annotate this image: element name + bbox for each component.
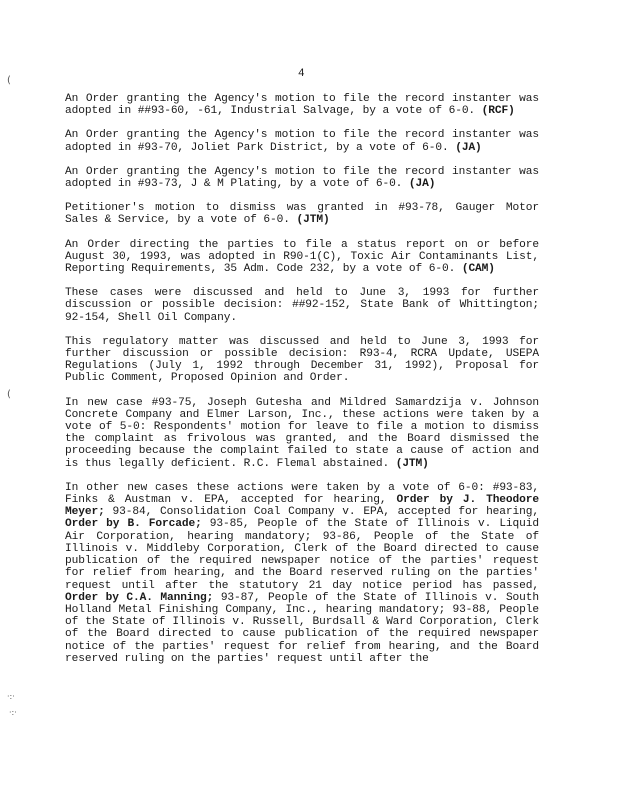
paragraph-text: 93-85, People of the State of Illinois v. Liquid Air Corporation, hearing mandatory; 93-86, People of the State of Illinois v. Middleby Corporation, Clerk of the Board directed to cause publication of the required newspaper notice of the parties' request for relief from hearing, and the Board reserved ruling on the parties' request until after the statutory 21 day notice period has passed, — [65, 518, 539, 592]
paragraph-text: 93-87, People of the State of Illinois v. South Holland Metal Finishing Company, Inc., hearing mandatory; 93-88, People of the State of Illinois v. Russell, Burdsall & Ward Corporation, Clerk of the Board directed to cause publication of the required newspaper notice of the parties' request for relief from hearing, and the Board reserved ruling on the parties' request until after the — [65, 591, 540, 665]
order-by-manning: Order by C.A. Manning; — [65, 591, 214, 604]
page-number: 4 — [298, 68, 305, 80]
paragraph-5 — [65, 239, 539, 276]
paragraph-text: In other new cases these actions were taken by a vote of 6-0: #93-83, Finks & Austman v. EPA, accepted for hearing, — [65, 481, 539, 507]
margin-mark-bottom-2: ·:· — [9, 708, 17, 717]
paragraph-text: Petitioner's motion to dismiss was granted in #93-78, Gauger Motor Sales & Service, by a vote of 6-0. — [65, 202, 539, 227]
paragraph-9 — [65, 482, 539, 665]
paragraph-8 — [65, 397, 539, 470]
paragraph-3 — [65, 166, 539, 190]
paragraph-text: This regulatory matter was discussed and held to June 3, 1993 for further discussion or possible decision: R93-4, RCRA Update, USEPA Regulations (July 1, 1992 through December 31, 1992), Proposal for Public Comment, Proposed Opinion and Order. — [65, 335, 539, 385]
margin-mark-bottom-1: ·:· — [7, 692, 15, 701]
staff-tag: (CAM) — [461, 263, 495, 276]
margin-mark-top: ( — [7, 75, 11, 86]
paragraph-6 — [65, 287, 539, 324]
staff-tag: (JA) — [455, 141, 482, 154]
margin-mark-middle: ( — [7, 389, 11, 400]
paragraph-text: An Order granting the Agency's motion to file the record instanter was adopted in ##93-60, -61, Industrial Salvage, by a vote of 6-0. — [65, 93, 539, 118]
paragraph-text: These cases were discussed and held to June 3, 1993 for further discussion or possible decision: ##92-152, State Bank of Whittington; 92-154, Shell Oil Company. — [65, 287, 539, 324]
paragraph-text: An Order granting the Agency's motion to file the record instanter was adopted in #93-70, Joliet Park District, by a vote of 6-0. — [65, 129, 539, 154]
staff-tag: (JA) — [408, 178, 436, 191]
paragraph-text: An Order granting the Agency's motion to file the record instanter was adopted in #93-73, J & M Plating, by a vote of 6-0. — [65, 165, 539, 191]
staff-tag: (JTM) — [296, 214, 330, 227]
paragraph-text: 93-84, Consolidation Coal Company v. EPA, accepted for hearing, — [112, 506, 539, 519]
paragraph-2 — [65, 129, 539, 153]
staff-tag: (JTM) — [395, 457, 429, 470]
staff-tag: (RCF) — [481, 105, 515, 118]
paragraph-text: In new case #93-75, Joseph Gutesha and Mildred Samardzija v. Johnson Concrete Company and Elmer Larson, Inc., these actions were taken by a vote of 5-0: Respondents' motion for leave to file a motion to dismiss the complaint as frivolous was granted, and the Board dismissed the proceeding because the complaint failed to state a cause of action and is thus legally deficient. R.C. Flemal abstained. — [65, 396, 539, 470]
paragraph-text: An Order directing the parties to file a status report on or before August 30, 1993, was adopted in R90-1(C), Toxic Air Contaminants List, Reporting Requirements, 35 Adm. Code 232, by a vote of 6-0. — [65, 238, 539, 276]
paragraph-1 — [65, 93, 539, 117]
paragraph-7 — [65, 336, 539, 385]
order-by-forcade: Order by B. Forcade; — [65, 518, 202, 531]
minutes-body — [65, 93, 539, 677]
order-by-meyer: Order by J. Theodore Meyer; — [65, 494, 539, 519]
paragraph-4 — [65, 202, 539, 226]
